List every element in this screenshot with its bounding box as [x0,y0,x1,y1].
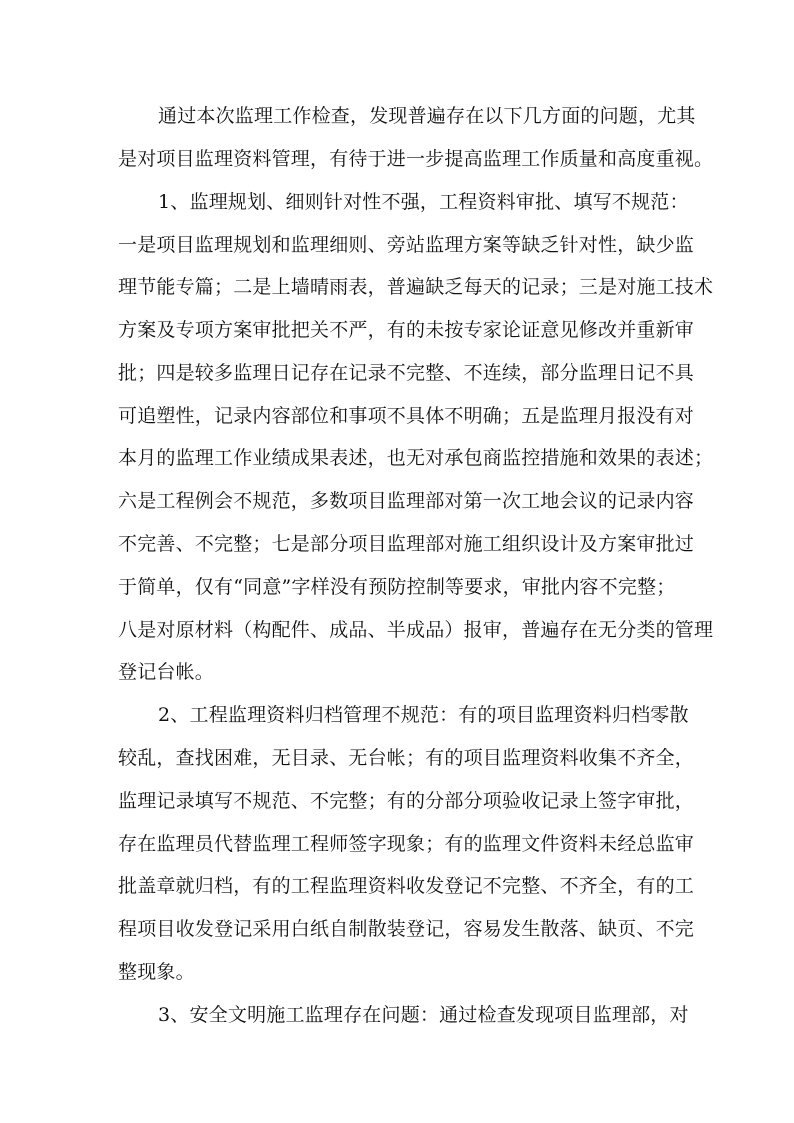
section-1-line-1: 一是项目监理规划和监理细则、旁站监理方案等缺乏针对性，缺少监 [118,234,695,256]
section-1-line-9: 于简单，仅有“同意”字样没有预防控制等要求，审批内容不完整； [118,576,676,598]
section-1-line-10: 八是对原材料（构配件、成品、半成品）报审，普遍存在无分类的管理 [118,619,714,641]
section-2-line-5: 程项目收发登记采用白纸自制散装登记，容易发生散落、缺页、不完 [118,918,695,940]
section-2-line-6: 整现象。 [118,961,195,983]
section-1-heading: 1、监理规划、细则针对性不强，工程资料审批、填写不规范： [158,191,689,213]
section-1-line-8: 不完善、不完整；七是部分项目监理部对施工组织设计及方案审批过 [118,533,695,555]
section-1-line-11: 登记台帐。 [118,661,215,683]
section-1-line-6: 本月的监理工作业绩成果表述，也无对承包商监控措施和效果的表述； [118,447,714,469]
section-2-line-2: 监理记录填写不规范、不完整；有的分部分项验收记录上签字审批， [118,790,695,812]
section-1-line-5: 可追塑性，记录内容部位和事项不具体不明确；五是监理月报没有对 [118,405,695,427]
section-1-line-2: 理节能专篇；二是上墙晴雨表，普遍缺乏每天的记录；三是对施工技术 [118,276,714,298]
paragraph-1-line-2: 是对项目监理资料管理，有待于进一步提高监理工作质量和高度重视。 [118,148,714,170]
section-2-line-1: 较乱，查找困难，无目录、无台帐；有的项目监理资料收集不齐全， [118,747,695,769]
section-1-line-7: 六是工程例会不规范，多数项目监理部对第一次工地会议的记录内容 [118,490,695,512]
paragraph-1-line-1: 通过本次监理工作检查，发现普遍存在以下几方面的问题，尤其 [158,105,696,127]
section-2-line-3: 存在监理员代替监理工程师签字现象；有的监理文件资料未经总监审 [118,833,695,855]
section-1-line-4: 批；四是较多监理日记存在记录不完整、不连续，部分监理日记不具 [118,362,695,384]
section-3-heading: 3、安全文明施工监理存在问题：通过检查发现项目监理部，对 [158,1004,689,1026]
section-1-line-3: 方案及专项方案审批把关不严，有的未按专家论证意见修改并重新审 [118,319,695,341]
section-2-heading: 2、工程监理资料归档管理不规范：有的项目监理资料归档零散 [158,704,689,726]
section-2-line-4: 批盖章就归档，有的工程监理资料收发登记不完整、不齐全，有的工 [118,875,695,897]
